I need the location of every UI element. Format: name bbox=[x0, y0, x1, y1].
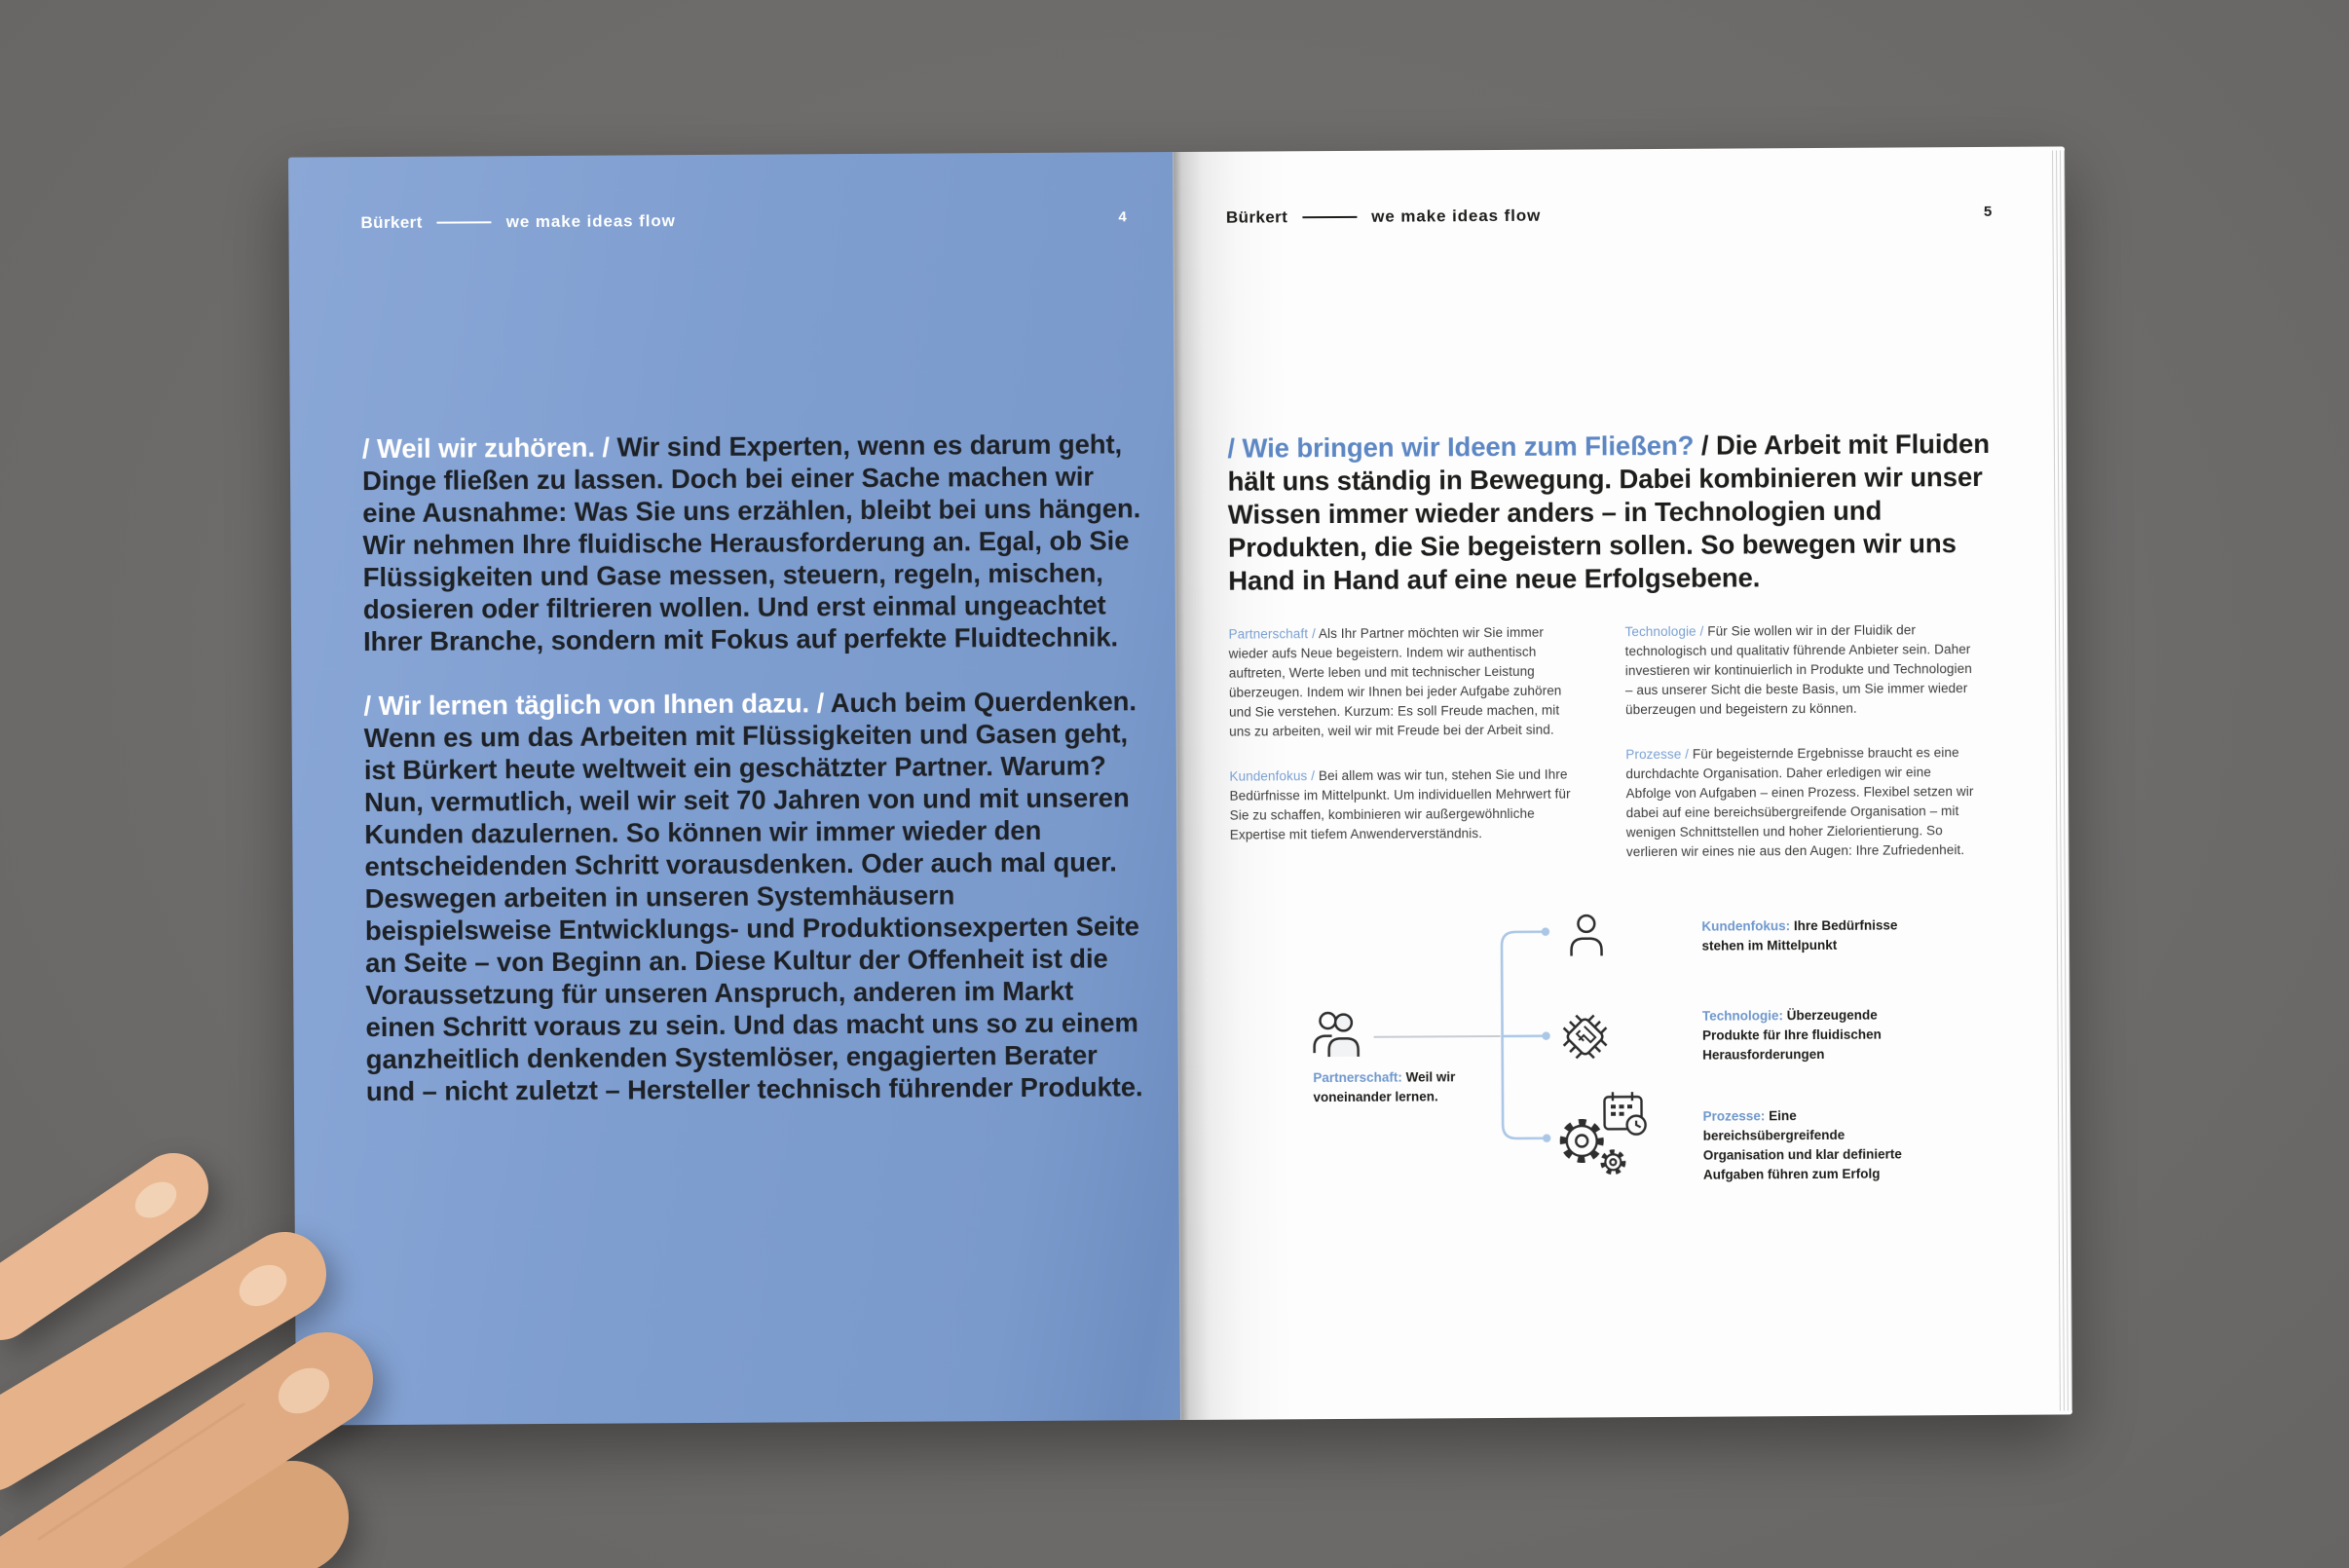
value-label: Prozesse / bbox=[1625, 746, 1690, 763]
paragraph-text: Wir sind Experten, wenn es darum geht, Dinge fließen zu lassen. Doch bei einer Sache machen wir eine Ausnahme: Was Sie uns erzählen, bleibt bei uns hängen. Wir nehmen Ihre fluidische Herausforderung an. Egal, ob Sie Flüssigkeiten und Gase messen, steuern, regeln, mischen, dosieren oder filtrieren wollen. Und erst einmal ungeachtet Ihrer Branche, sondern mit Fokus auf perfekte Fluidtechnik. bbox=[361, 429, 1141, 657]
brand-logo: Bürkert bbox=[360, 212, 423, 233]
diagram-term: Partnerschaft: bbox=[1313, 1069, 1402, 1086]
brand-tagline: we make ideas flow bbox=[1371, 205, 1542, 226]
value-label: Kundenfokus / bbox=[1229, 768, 1316, 784]
paragraph bbox=[362, 428, 1142, 657]
page-number: 4 bbox=[1118, 208, 1127, 226]
diagram-text: Überzeugende Produkte für Ihre fluidischen Herausforderungen bbox=[1702, 1007, 1882, 1063]
page-header bbox=[360, 211, 675, 233]
diagram-term: Prozesse: bbox=[1702, 1108, 1766, 1124]
value-text: Als Ihr Partner möchten wir Sie immer wieder aufs Neue begeistern. Indem wir authentisch auftreten, Werte leben und mit technischer Leistung überzeugen. Indem wir Ihnen bei jeder Aufgabe zuhören und Sie verstehen. Kurzum: Es soll Freude machen, mit uns zu arbeiten, weil wir mit Freude bei der Arbeit sind. bbox=[1228, 624, 1562, 739]
brochure-spread bbox=[288, 146, 2072, 1425]
chip-icon bbox=[1553, 1008, 1616, 1069]
paragraph-lead: / Wir lernen täglich von Ihnen dazu. / bbox=[363, 688, 825, 722]
diagram-target-label bbox=[1702, 1005, 1912, 1064]
diagram-text: Ihre Bedürfnisse stehen im Mittelpunkt bbox=[1701, 917, 1898, 953]
value-text: Für begeisternde Ergebnisse braucht es eine durchdachte Organisation. Daher erledigen wir eine Abfolge von Aufgaben – einen Prozess. Flexibel setzen wir dabei auf eine bereichsübergreifende Organisation – mit wenigen Schnittstellen und hoher Zielorientierung. So verlieren wir eines nie aus den Augen: Ihre Zufriedenheit. bbox=[1625, 745, 1974, 860]
partnership-people-icon bbox=[1311, 1008, 1367, 1065]
brand-tagline: we make ideas flow bbox=[505, 211, 676, 232]
hand-photo bbox=[0, 1120, 506, 1568]
diagram-text: Weil wir voneinander lernen. bbox=[1313, 1069, 1456, 1105]
value-label: Partnerschaft / bbox=[1228, 626, 1316, 642]
value-text: Für Sie wollen wir in der Fluidik der technologisch und qualitativ führende Anbieter sein. Daher investieren wir kontinuierlich in Produkte und Technologien – aus unserer Sicht die beste Basis, um Sie immer wieder überzeugen und begeistern zu können. bbox=[1624, 622, 1972, 718]
diagram-target-label bbox=[1703, 1105, 1925, 1184]
paragraph-lead: / Weil wir zuhören. / bbox=[361, 431, 611, 465]
headline-text: / Die Arbeit mit Fluiden hält uns ständig in Bewegung. Dabei kombinieren wir unser Wissen immer wieder anders – in Technologien und Produkten, die Sie begeistern sollen. So bewegen wir uns Hand in Hand auf eine neue Erfolgsebene. bbox=[1227, 428, 1991, 596]
flow-diagram bbox=[1174, 146, 2072, 1420]
left-page-copy bbox=[362, 428, 1145, 1107]
diagram-term: Technologie: bbox=[1701, 1008, 1783, 1024]
connector-lines bbox=[1368, 910, 1561, 1152]
paragraph-text: Auch beim Querdenken. Wenn es um das Arbeiten mit Flüssigkeiten und Gasen geht, ist Bürkert heute weltweit ein geschätzter Partner. Warum? Nun, vermutlich, weil wir seit 70 Jahren von und mit unseren Kunden dazulernen. So können wir immer wieder den entscheidenden Schritt vorausdenken. Oder auch mal quer. Deswegen arbeiten in unseren Systemhäusern beispielsweise Entwicklungs- und Produktionsexperten Seite an Seite – von Beginn an. Diese Kultur der Offenheit ist die Voraussetzung für unseren Anspruch, anderen im Markt einen Schritt voraus zu sein. Und das macht uns so zu einem ganzheitlich denkenden Systemlöser, engagierten Berater und – nicht zuletzt – Hersteller technisch führender Produkte. bbox=[363, 686, 1143, 1107]
diagram-term: Kundenfokus: bbox=[1701, 918, 1791, 934]
brand-logo: Bürkert bbox=[1225, 207, 1288, 227]
value-label: Technologie / bbox=[1624, 623, 1704, 640]
process-gears-calendar-icon bbox=[1556, 1092, 1655, 1181]
paragraph bbox=[363, 685, 1145, 1107]
diagram-target-label bbox=[1701, 915, 1911, 955]
value-text: Bei allem was wir tun, stehen Sie und Ihre Bedürfnisse im Mittelpunkt. Um individuellen Mehrwert für Sie zu schaffen, kombinieren wir außergewöhnliche Expertise mit tiefem Anwenderverständnis. bbox=[1229, 766, 1571, 842]
diagram-text: Eine bereichsübergreifende Organisation und klar definierte Aufgaben führen zum Erfolg bbox=[1702, 1108, 1902, 1182]
headline-question: / Wie bringen wir Ideen zum Fließen? bbox=[1227, 429, 1695, 464]
page-right bbox=[1173, 146, 2072, 1420]
page-number: 5 bbox=[1983, 203, 1993, 220]
person-icon bbox=[1567, 913, 1604, 962]
header-rule bbox=[437, 221, 492, 223]
